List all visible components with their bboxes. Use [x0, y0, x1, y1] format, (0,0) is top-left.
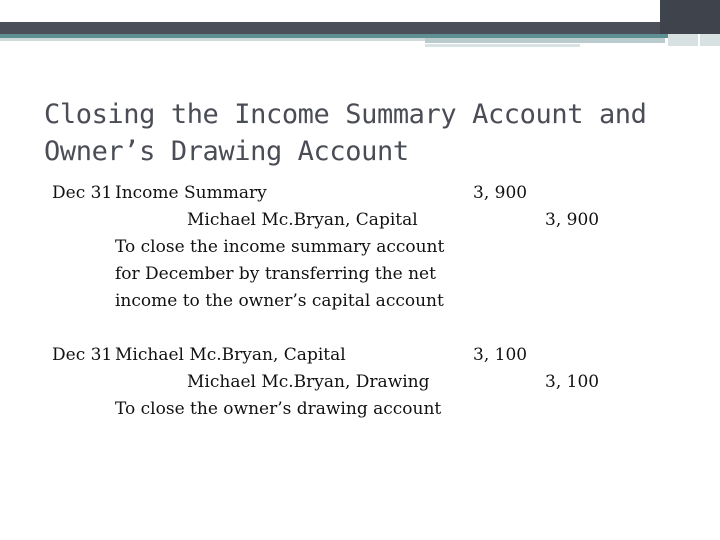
header-band-top [0, 0, 720, 22]
slide-title-line-2: Owner’s Drawing Account [44, 136, 409, 167]
header-band-dark [0, 22, 720, 34]
debit-line [52, 342, 672, 369]
credit-line [52, 207, 672, 234]
header-band-light-3 [425, 44, 580, 47]
debit-amount: 3, 900 [473, 183, 528, 203]
debit-account: Income Summary [115, 183, 267, 203]
slide-title-line-1: Closing the Income Summary Account and [44, 99, 647, 130]
explanation-text: income to the owner’s capital account [115, 291, 444, 311]
entry-date: Dec 31 [52, 183, 113, 203]
credit-line [52, 369, 672, 396]
header-band-light-2 [425, 38, 665, 43]
journal-entry [52, 180, 672, 315]
credit-amount: 3, 900 [545, 210, 600, 230]
explanation-line [52, 288, 672, 315]
explanation-text: for December by transferring the net [115, 264, 436, 284]
credit-account: Michael Mc.Bryan, Capital [187, 210, 418, 230]
slide-title [44, 96, 664, 170]
debit-line [52, 180, 672, 207]
journal-entries [52, 180, 672, 423]
explanation-line [52, 261, 672, 288]
explanation-text: To close the income summary account [115, 237, 445, 257]
credit-amount: 3, 100 [545, 372, 600, 392]
credit-account: Michael Mc.Bryan, Drawing [187, 372, 430, 392]
debit-amount: 3, 100 [473, 345, 528, 365]
header-band-right-strip [668, 34, 720, 46]
explanation-line [52, 396, 672, 423]
explanation-line [52, 234, 672, 261]
header-band-dark-right [660, 0, 720, 34]
journal-entry [52, 342, 672, 423]
entry-date: Dec 31 [52, 345, 113, 365]
header-band-light [0, 38, 425, 41]
explanation-text: To close the owner’s drawing account [115, 399, 442, 419]
debit-account: Michael Mc.Bryan, Capital [115, 345, 346, 365]
